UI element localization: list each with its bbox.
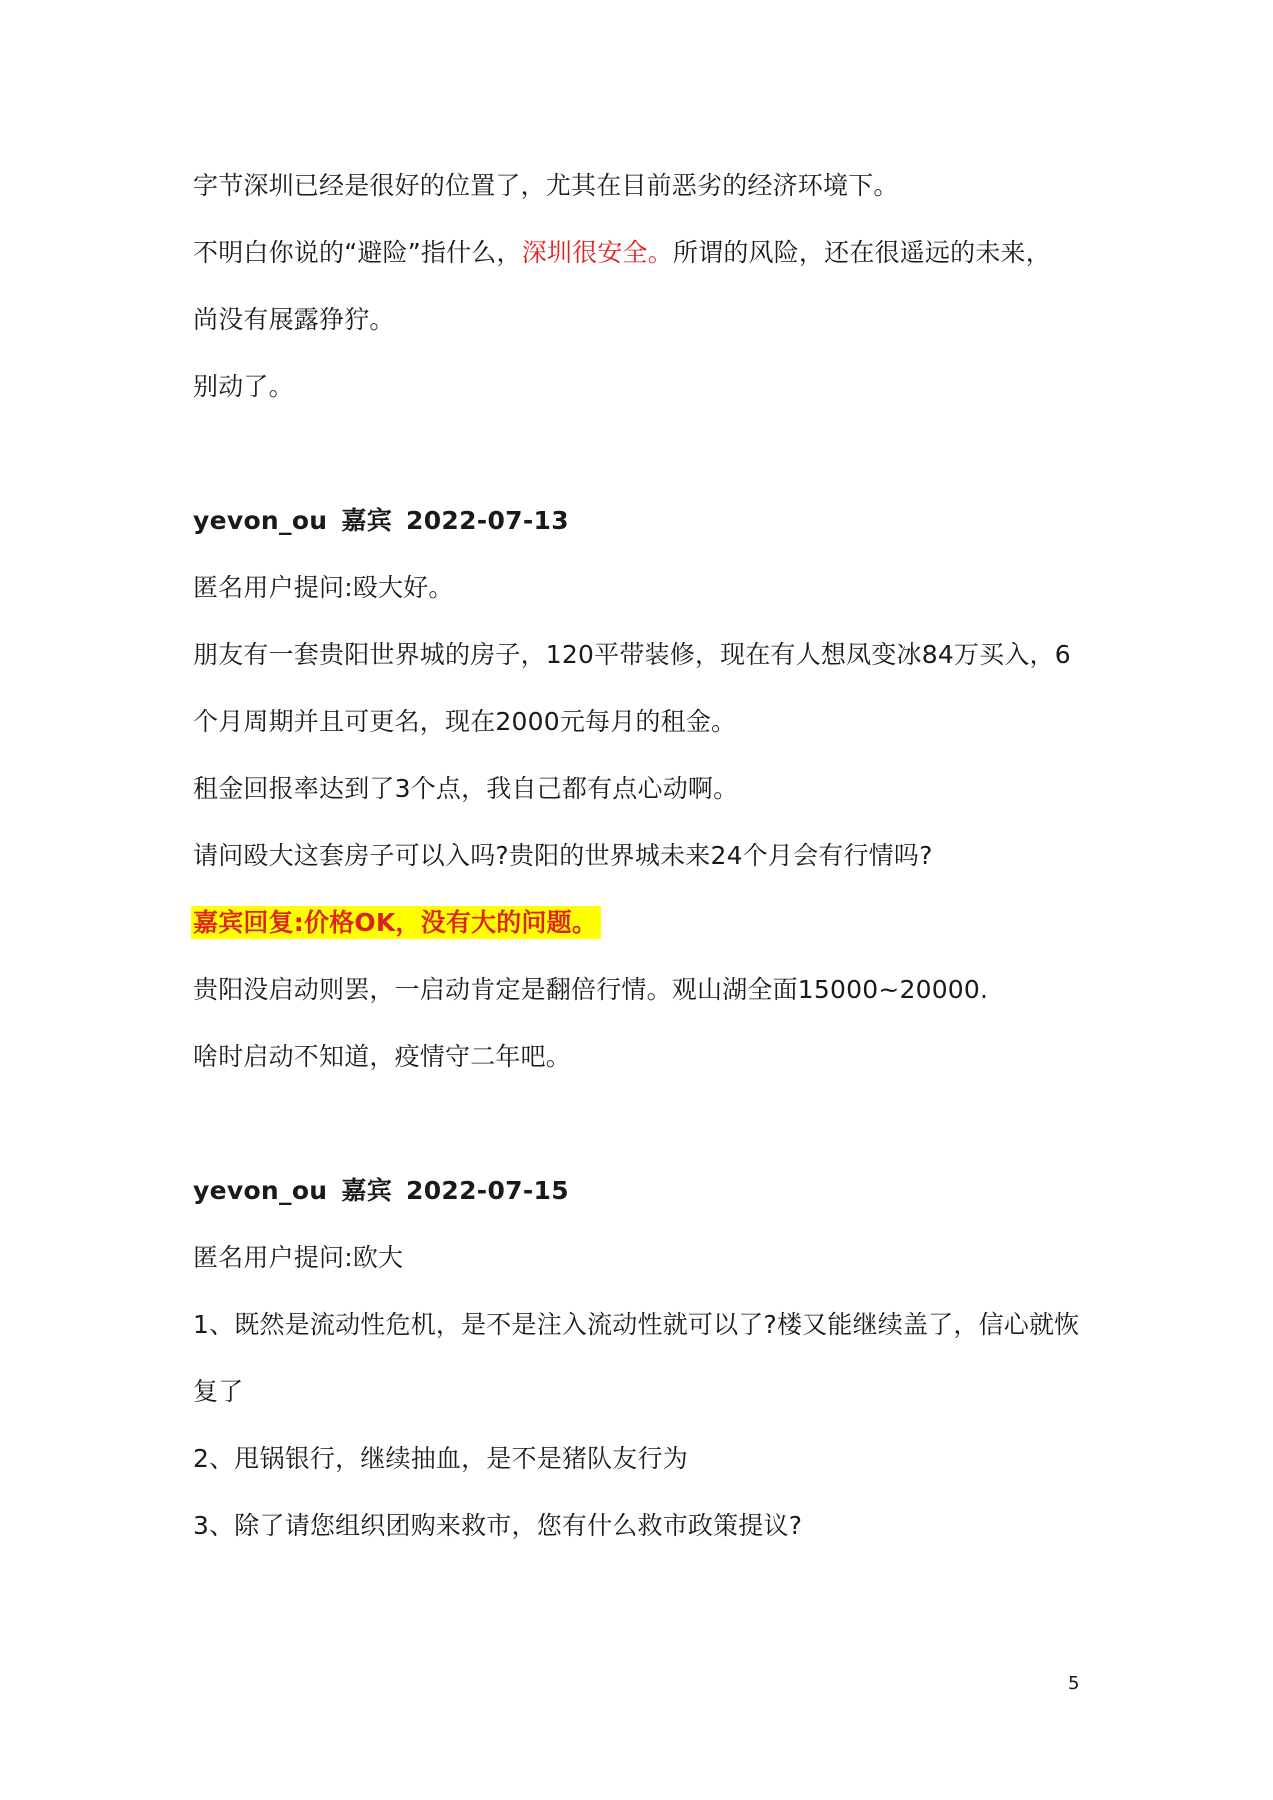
post-date: 2022-07-13 (406, 506, 569, 535)
red-emphasis-text: 深圳很安全。 (521, 238, 673, 267)
page-number: 5 (1068, 1673, 1080, 1694)
author-name: yevon_ou (193, 1176, 328, 1205)
question-line: 个月周期并且可更名，现在2000元每月的租金。 (193, 707, 737, 736)
question-line: 租金回报率达到了3个点，我自己都有点心动啊。 (193, 774, 739, 803)
question-line: 匿名用户提问:殴大好。 (193, 573, 454, 602)
question-line: 请问殴大这套房子可以入吗?贵阳的世界城未来24个月会有行情吗? (193, 841, 933, 870)
reply-line (193, 905, 601, 941)
question-line: 复了 (193, 1377, 244, 1406)
author-role: 嘉宾 (341, 506, 393, 535)
question-line: 1、既然是流动性危机，是不是注入流动性就可以了?楼又能继续盖了，信心就恢 (193, 1310, 1080, 1339)
paragraph-line: 字节深圳已经是很好的位置了，尤其在目前恶劣的经济环境下。 (193, 171, 899, 200)
question-line: 3、除了请您组织团购来救市，您有什么救市政策提议? (193, 1511, 803, 1540)
reply-line: 啥时启动不知道，疫情守二年吧。 (193, 1042, 572, 1071)
question-line: 朋友有一套贵阳世界城的房子，120平带装修，现在有人想凤变冰84万买入，6 (193, 640, 1071, 669)
author-name: yevon_ou (193, 506, 328, 535)
post-date: 2022-07-15 (406, 1176, 569, 1205)
text-segment: 不明白你说的“避险”指什么， (193, 238, 522, 267)
author-role: 嘉宾 (341, 1176, 393, 1205)
question-line: 匿名用户提问:欧大 (193, 1243, 404, 1272)
question-line: 2、甩锅银行，继续抽血，是不是猪队友行为 (193, 1444, 688, 1473)
highlighted-reply: 嘉宾回复:价格OK，没有大的问题。 (191, 906, 601, 939)
paragraph-line: 别动了。 (193, 372, 294, 401)
reply-line: 贵阳没启动则罢，一启动肯定是翻倍行情。观山湖全面15000~20000. (193, 975, 989, 1004)
post-header (193, 503, 583, 539)
post-header (193, 1173, 583, 1209)
paragraph-line (193, 235, 1051, 271)
text-segment: 所谓的风险，还在很遥远的未来， (672, 238, 1051, 267)
paragraph-line: 尚没有展露狰狞。 (193, 305, 395, 334)
